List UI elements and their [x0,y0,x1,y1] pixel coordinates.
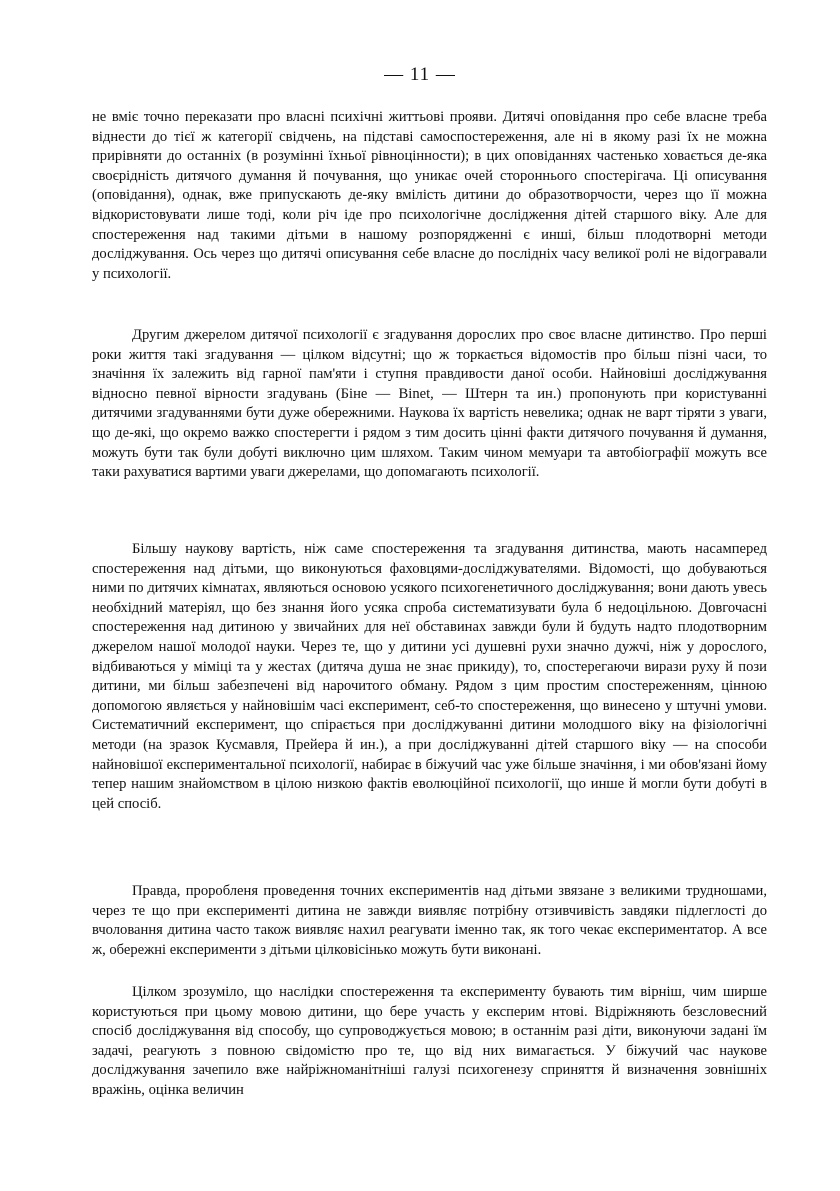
paragraph-1 [92,108,767,284]
paragraph-4-text: Правда, проробленя проведення точних експериментів над дітьми звязане з великими трудношами, через те що при експерименті дитина не завжди виявляє потрібну отзивчивість завдяки підлеглості до вчоловання дитина часто також виявляє нахил реагувати іменно так, як того чекає експериментатор. А все ж, обережні експерименти з дітьми цілковісінько можуть бути виконані. [92,883,767,958]
paragraph-5-text: Цілком зрозуміло, що наслідки спостереження та експерименту бувають тим вірніш, чим ширше користуються при цьому мовою дитини, що бере участь у експерим нтові. Відріжняють безсловесний спосіб досліджування від способу, що супроводжується мовою; в останнім разі діти, виконуючи задані їм задачі, реагують з повною свідомістю про те, що від них вимагається. У біжучий час наукове досліджування зачепило вже найріжноманітніші галузі психогенезу сприняття й визначення зовнішніх вражінь, оцінка величин [92,984,767,1098]
paragraph-5 [92,983,767,1101]
paragraph-3 [92,540,767,814]
paragraph-1-text: не вміє точно переказати про власні психічні життьові прояви. Дитячі оповідання про себе власне треба віднести до тієї ж категорії свідчень, на підставі самоспостереження, але ні в якому разі їх не можна прирівняти до останніх (в розумінні їхньої рівноцінности); в цих оповіданнях частенько ховається де-яка своєрідність дитячого думання й почування, що уникає очей стороннього спостерігача. Ці описування (оповідання), однак, вже припускають де-яку вмілість дитини до образотворчости, через що її можна відкористовувати лише тоді, коли річ іде про психологічне дослідження дітей старшого віку. Але для спостереження над такими дітьми в нашому розпорядженні є инші, більш плодотворні методи досліджування. Ось через що дитячі описування себе власне до послідніх часу великої ролі не відогравали у психології. [92,109,767,282]
page-number: — 11 — [384,64,456,85]
paragraph-2-text: Другим джерелом дитячої психології є згадування дорослих про своє власне дитинство. Про перші роки життя такі згадування — цілком відсутні; що ж торкається відомостів про більш пізні часи, то значіння їх залежить від гарної пам'яти і ступня правдивости даної особи. Найновіші досліджування відносно певної вірности згадувань (Біне — Binet, — Штерн та ин.) пропонують при користуванні дитячими згадуваннями бути дуже обережними. Наукова їх вартість невелика; однак не варт тіряти з уваги, що де-які, що окремо важко спостерегти і рядом з тим досить цінні факти дитячого почування й думання, можуть бути так були добуті виключно цим шляхом. Таким чином мемуари та автобіографії можуть все таки рахуватися вартими уваги джерелами, що допомагають психології. [92,327,767,481]
paragraph-2 [92,326,767,483]
paragraph-3-text: Більшу наукову вартість, ніж саме спостереження та згадування дитинства, мають насамперед спостереження над дітьми, що виконуються фаховцями-досліджувателями. Відомості, що добуваються ними по дитячих кімнатах, являються основою усякого психогенетичного досліджування; вони дають увесь необхідний матеріял, що без знання його усяка спроба систематизувати була б недоцільною. Довгочасні спостереження над дитиною у звичайних для неї обставинах завжди були й будуть надто плодотворним джерелом нашої молодої науки. Через те, що у дитини усі душевні рухи значно дужчі, ніж у дорослого, відбиваються у міміці та у жестах (дитяча душа не знає прикиду), то, спостерегаючи вирази руху й пози дитини, ми більш забезпечені від нарочитого обману. Рядом з цим простим спостереженням, цінною допомогою являється у найновішім часі експеримент, себ-то спостереження, що винесено у штучні умови. Систематичний експеримент, що спірається при досліджуванні дитини молодшого віку на фізіологічні методи (на зразок Кусмавля, Прейера й ин.), а при досліджуванні дітей старшого віку — на способи найновішої експериментальної психології, набирає в біжучий час уже більше значіння, і ми обов'язані йому тепер нашим знайомством в цілою низкою фактів еволюційної психології, що инше й могли бути добуті в цей спосіб. [92,541,767,812]
paragraph-4 [92,882,767,960]
